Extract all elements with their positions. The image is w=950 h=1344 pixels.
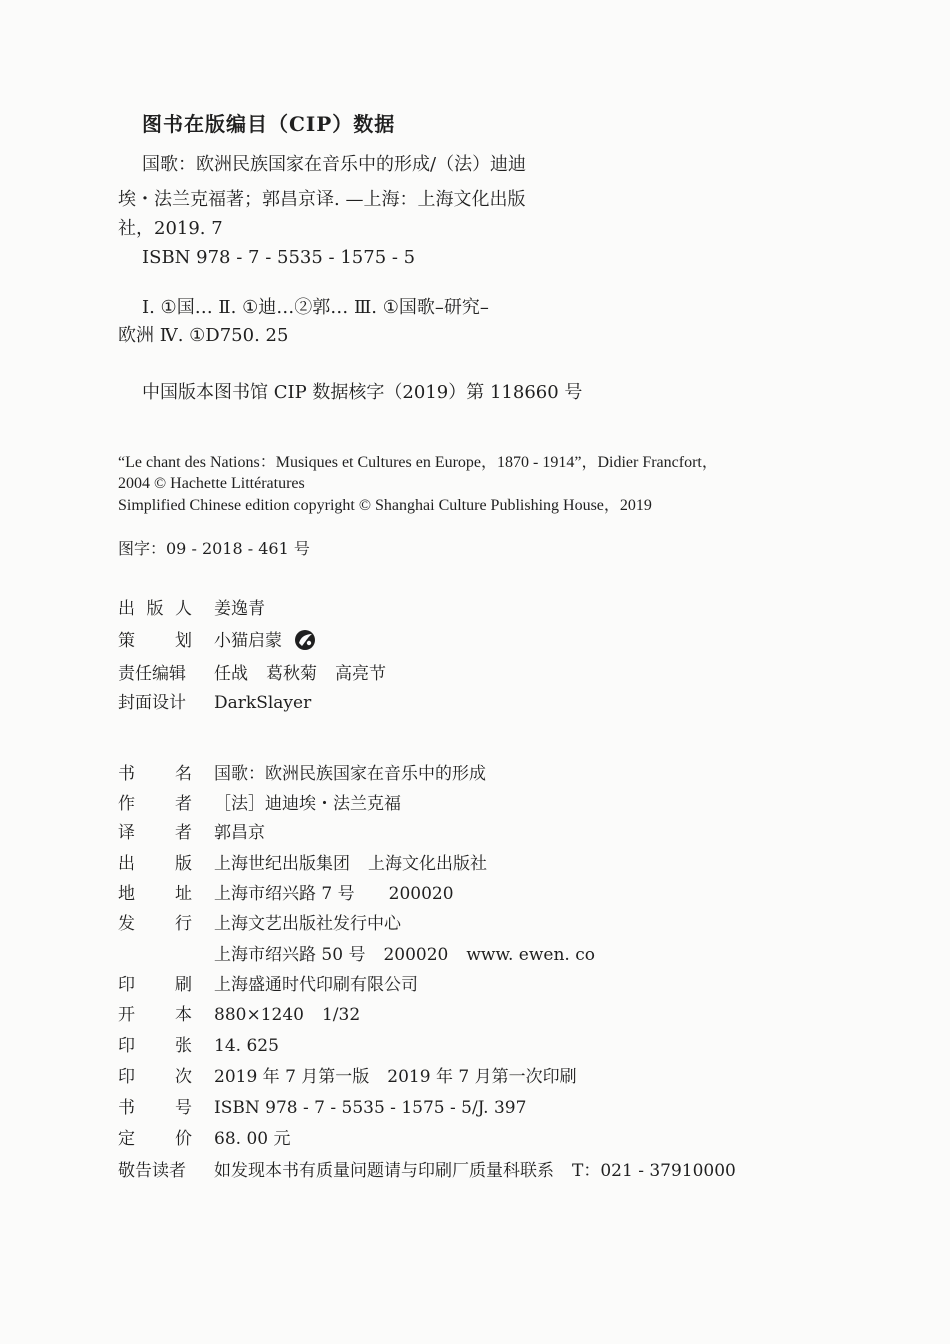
translator-row [118, 818, 265, 843]
editor-1: 任战 [214, 664, 248, 684]
author-label: 作者 [118, 794, 192, 814]
cover-designer-row [118, 688, 311, 713]
cip-heading: 图书在版编目（CIP）数据 [142, 112, 396, 136]
editors-label: 责任编辑 [118, 664, 186, 684]
publisher-house: 上海文化出版社 [368, 854, 487, 874]
notice: 如发现本书有质量问题请与印刷厂质量科联系 [214, 1161, 554, 1181]
address-label: 地址 [118, 884, 192, 904]
cip-isbn: ISBN 978 - 7 - 5535 - 1575 - 5 [142, 247, 416, 268]
sheets: 14. 625 [214, 1036, 279, 1056]
rights-line-2: 2004 © Hachette Littératures [118, 475, 305, 492]
cip-approval: 中国版本图书馆 CIP 数据核字（2019）第 118660 号 [142, 382, 583, 403]
publisher-person: 姜逸青 [214, 599, 265, 619]
title-row [118, 759, 486, 784]
title-label: 书名 [118, 764, 192, 784]
edition: 2019 年 7 月第一版 [214, 1067, 370, 1087]
cip-line-1: 国歌：欧洲民族国家在音乐中的形成/（法）迪迪 [142, 154, 527, 175]
notice-label: 敬告读者 [118, 1161, 186, 1181]
book-translator: 郭昌京 [214, 823, 265, 843]
cip-class-line-2: 欧洲 Ⅳ. ①D750. 25 [118, 325, 289, 346]
distributor-website: www. ewen. co [466, 945, 595, 965]
rights-line-3: Simplified Chinese edition copyright © Shanghai Culture Publishing House，2019 [118, 497, 652, 514]
edition-label: 印次 [118, 1067, 192, 1087]
isbn: ISBN 978 - 7 - 5535 - 1575 - 5/J. 397 [214, 1098, 527, 1118]
sheets-label: 印张 [118, 1036, 192, 1056]
format-label: 开本 [118, 1005, 192, 1025]
price-row [118, 1124, 290, 1149]
sheets-row [118, 1031, 279, 1056]
phone: T：021 - 37910000 [572, 1161, 736, 1181]
kitten-logo-icon [293, 628, 317, 652]
cip-line-2: 埃・法兰克福著；郭昌京译. —上海：上海文化出版 [118, 189, 526, 210]
publisher-label: 出版 [118, 854, 192, 874]
publisher-group: 上海世纪出版集团 [214, 854, 350, 874]
distributor-label: 发行 [118, 914, 192, 934]
author-row [118, 789, 401, 814]
translator-label: 译者 [118, 823, 192, 843]
format-row [118, 1000, 360, 1025]
editor-2: 葛秋菊 [266, 664, 317, 684]
address-zip: 200020 [388, 884, 454, 904]
distributor-row [118, 909, 401, 934]
planner-row [118, 626, 317, 652]
book-author: ［法］迪迪埃・法兰克福 [214, 794, 401, 814]
cip-line-3: 社，2019. 7 [118, 218, 223, 239]
address: 上海市绍兴路 7 号 [214, 884, 355, 904]
rights-line-1: “Le chant des Nations：Musiques et Cultures en Europe，1870 - 1914”，Didier Francfort， [118, 454, 718, 471]
distributor: 上海文艺出版社发行中心 [214, 914, 401, 934]
publisher-row [118, 849, 487, 874]
editors-row [118, 659, 386, 684]
isbn-label: 书号 [118, 1098, 192, 1118]
format: 880×1240 [214, 1005, 304, 1025]
cover-designer-label: 封面设计 [118, 693, 186, 713]
book-title: 国歌：欧洲民族国家在音乐中的形成 [214, 764, 486, 784]
isbn-row [118, 1093, 526, 1118]
printing: 2019 年 7 月第一次印刷 [387, 1067, 577, 1087]
address-row [118, 879, 454, 904]
publisher-person-row [118, 594, 265, 619]
printer-row [118, 970, 418, 995]
cover-designer: DarkSlayer [214, 693, 312, 713]
price-label: 定价 [118, 1129, 192, 1149]
printer: 上海盛通时代印刷有限公司 [214, 975, 418, 995]
distributor-address: 上海市绍兴路 50 号 [214, 945, 366, 965]
format-fold: 1/32 [321, 1005, 361, 1025]
price: 68. 00 元 [214, 1129, 291, 1149]
publisher-person-label: 出版人 [118, 599, 192, 619]
contract-number: 图字：09 - 2018 - 461 号 [118, 539, 310, 558]
planner-label: 策划 [118, 631, 192, 651]
notice-row [118, 1156, 736, 1181]
editor-3: 高亮节 [335, 664, 386, 684]
distributor-zip: 200020 [383, 945, 449, 965]
cip-class-line-1: Ⅰ. ①国… Ⅱ. ①迪…②郭… Ⅲ. ①国歌–研究– [142, 297, 489, 318]
planner: 小猫启蒙 [214, 631, 282, 651]
printer-label: 印刷 [118, 975, 192, 995]
distributor-address-row [118, 940, 595, 965]
edition-row [118, 1062, 577, 1087]
